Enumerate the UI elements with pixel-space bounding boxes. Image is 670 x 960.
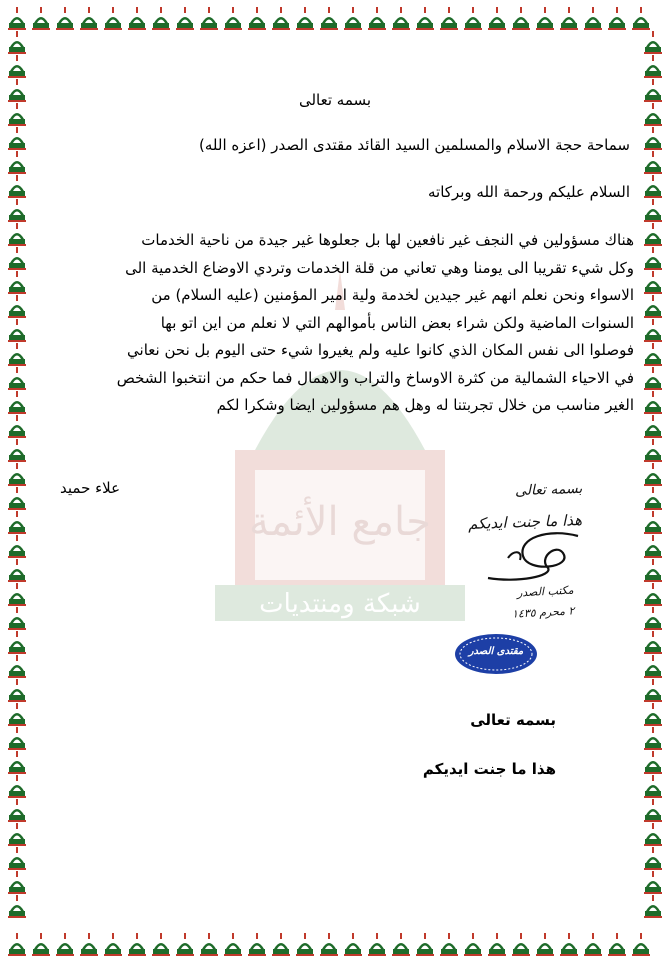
border-motif [644,439,662,462]
border-motif [584,933,602,956]
border-motif [104,7,122,30]
body-line: فوصلوا الى نفس المكان الذي كانوا عليه ولم يغيروا شيء حتى اليوم بل نحن نعاني [127,341,634,359]
border-motif [536,7,554,30]
border-motif [8,559,26,582]
border-motif [8,127,26,150]
border-motif [8,933,26,956]
border-motif [488,933,506,956]
border-motif [644,415,662,438]
border-motif [128,7,146,30]
border-motif [536,933,554,956]
border-motif [644,175,662,198]
border-motif [8,31,26,54]
border-motif [8,199,26,222]
border-motif [56,933,74,956]
border-motif [644,319,662,342]
border-motif [296,7,314,30]
border-motif [32,7,50,30]
border-motif [644,727,662,750]
border-motif [644,823,662,846]
handwritten-date: ٢ محرم ١٤٣٥ [511,604,575,621]
border-motif [248,7,266,30]
border-motif [248,933,266,956]
border-motif [80,933,98,956]
border-motif [224,933,242,956]
border-motif [8,175,26,198]
border-motif [644,847,662,870]
border-motif [644,463,662,486]
border-motif [8,319,26,342]
border-motif [8,151,26,174]
border-motif [644,631,662,654]
border-motif [392,933,410,956]
handwritten-basmala: بسمه تعالى [514,480,583,500]
border-motif [644,799,662,822]
border-motif [8,535,26,558]
border-motif [512,933,530,956]
border-motif [8,343,26,366]
border-motif [416,933,434,956]
border-motif [644,271,662,294]
border-motif [296,933,314,956]
border-motif [128,933,146,956]
signature-mark [478,528,588,588]
border-motif [8,847,26,870]
border-motif [644,199,662,222]
border-motif [344,7,362,30]
body-line: وكل شيء تقريبا الى يومنا وهي تعاني من قلة الخدمات وتردي الاوضاع الخدمية الى [125,258,634,277]
border-motif [8,223,26,246]
handwritten-office: مكتب الصدر [517,583,575,600]
border-motif [644,247,662,270]
border-motif [320,7,338,30]
border-motif [8,607,26,630]
letter-addressee: سماحة حجة الاسلام والمسلمين السيد القائد مقتدى الصدر (اعزه الله) [199,136,630,154]
border-motif [644,703,662,726]
border-motif [104,933,122,956]
body-line: الاسواء ونحن نعلم انهم غير جيدين لخدمة ولية امير المؤمنين (عليه السلام) من [151,286,634,304]
body-line: السنوات الماضية ولكن شراء بعض الناس بأموالهم التي لا نعلم من اين اتو بها [160,313,634,332]
border-motif [8,271,26,294]
border-motif [320,933,338,956]
border-motif [8,55,26,78]
border-motif [200,7,218,30]
border-motif [644,607,662,630]
body-line: في الاحياء الشمالية من كثرة الاوساخ والتراب والاهمال فما حكم من انتخبوا الشخص [116,368,634,387]
border-motif [644,535,662,558]
border-motif [644,31,662,54]
border-motif [560,933,578,956]
border-motif [8,871,26,894]
border-motif [8,463,26,486]
border-motif [8,751,26,774]
border-motif [8,247,26,270]
border-motif [644,367,662,390]
border-motif [644,511,662,534]
border-motif [632,933,650,956]
watermark-logo-text: جامع الأئمة [249,499,431,545]
border-motif [644,127,662,150]
border-motif [8,895,26,918]
border-motif [8,655,26,678]
border-motif [8,703,26,726]
handwritten-reply: هذا ما جنت ايديكم [467,511,583,533]
typed-reply: هذا ما جنت ايديكم [422,760,556,778]
border-motif [56,7,74,30]
border-motif [8,295,26,318]
border-motif [440,933,458,956]
border-motif [80,7,98,30]
border-motif [176,7,194,30]
border-motif [464,933,482,956]
border-motif [644,583,662,606]
border-motif [8,583,26,606]
border-motif [644,751,662,774]
border-motif [644,559,662,582]
border-motif [608,7,626,30]
border-motif [8,391,26,414]
border-motif [8,631,26,654]
border-motif [392,7,410,30]
border-motif [368,7,386,30]
border-motif [584,7,602,30]
border-motif [644,391,662,414]
border-motif [440,7,458,30]
border-motif [644,871,662,894]
border-motif [644,295,662,318]
border-motif [272,933,290,956]
border-motif [488,7,506,30]
border-motif [416,7,434,30]
border-motif [8,775,26,798]
border-motif [644,343,662,366]
border-motif [200,933,218,956]
border-motif [608,933,626,956]
border-motif [8,367,26,390]
watermark-text: شبكة ومنتديات [259,589,421,619]
border-motif [644,775,662,798]
border-motif [644,679,662,702]
border-motif [512,7,530,30]
border-motif [8,511,26,534]
letter-signer: علاء حميد [60,479,121,497]
border-motif [632,7,650,30]
typed-basmala: بسمه تعالى [470,711,556,729]
border-motif [8,727,26,750]
border-motif [644,223,662,246]
letter-body [36,227,634,420]
border-motif [644,655,662,678]
border-motif [176,933,194,956]
border-motif [32,933,50,956]
border-motif [8,799,26,822]
border-motif [344,933,362,956]
letter-greeting: السلام عليكم ورحمة الله وبركاته [428,183,630,201]
body-line: هناك مسؤولين في النجف غير نافعين لها بل جعلوها غير جيدة من ناحية الخدمات [141,231,634,249]
border-motif [8,7,26,30]
border-motif [368,933,386,956]
border-motif [644,895,662,918]
stamp-text: مقتدى الصدر [468,646,524,657]
border-motif [8,439,26,462]
border-motif [464,7,482,30]
border-motif [272,7,290,30]
border-motif [644,151,662,174]
border-motif [560,7,578,30]
border-motif [8,679,26,702]
border-motif [644,55,662,78]
letter-basmala: بسمه تعالى [298,91,372,109]
border-motif [152,7,170,30]
border-motif [8,823,26,846]
border-motif [644,487,662,510]
border-motif [224,7,242,30]
body-line: الغير مناسب من خلال تجربتنا له وهل هم مسؤولين ايضا وشكرا لكم [216,396,634,414]
border-motif [8,487,26,510]
border-motif [152,933,170,956]
border-motif [8,415,26,438]
